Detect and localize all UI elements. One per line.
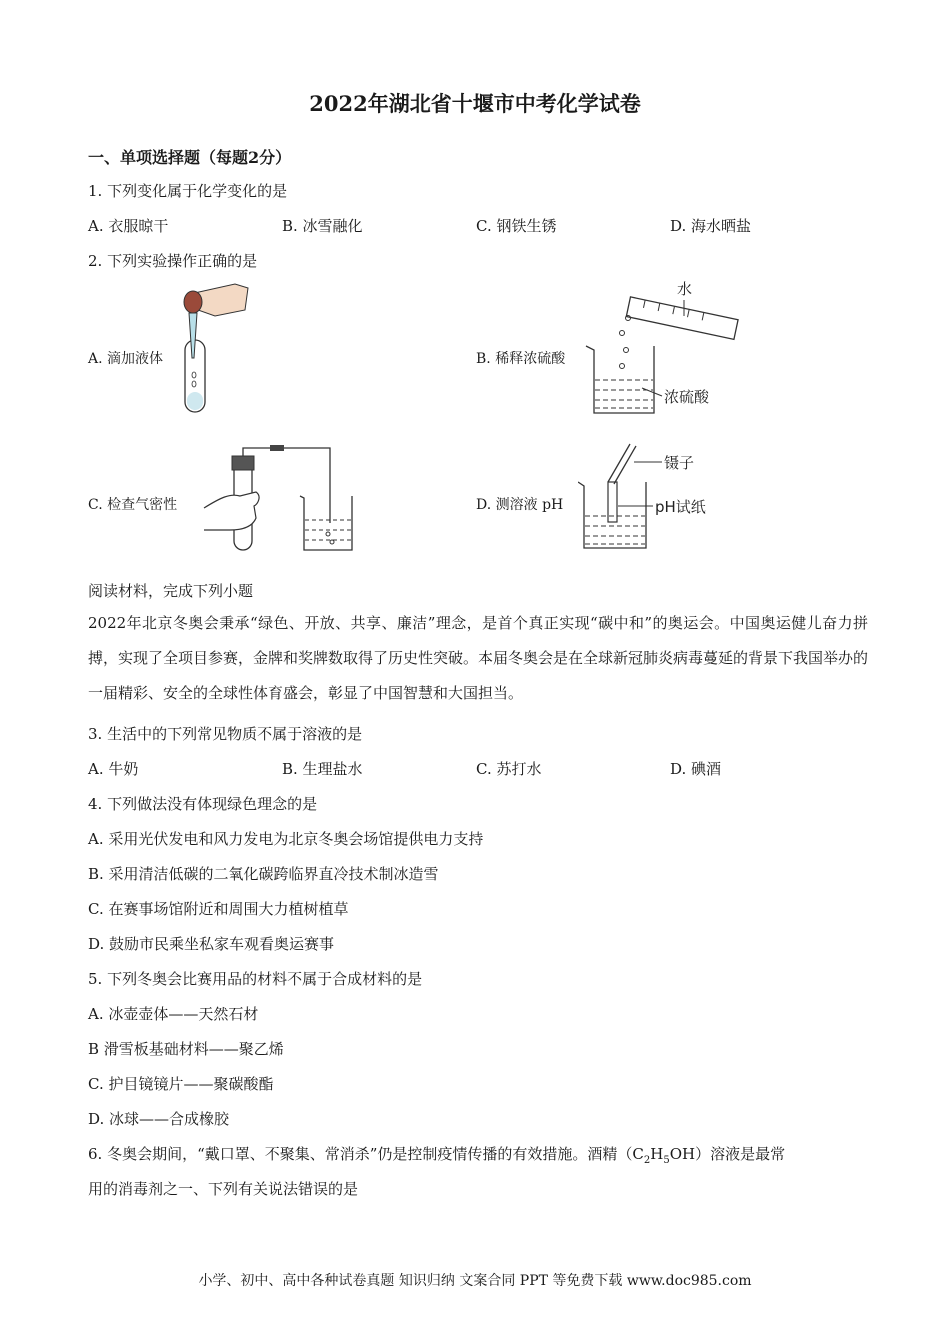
figure-c-airtightness — [200, 438, 360, 556]
label-acid: 浓硫酸 — [664, 388, 710, 406]
q6-stem-part1: 6. 冬奥会期间，“戴口罩、不聚集、常消杀”仍是控制疫情传播的有效措施。酒精（C — [88, 1145, 644, 1163]
label-tweezers: 镊子 — [664, 454, 695, 472]
figure-b-dilution — [582, 278, 752, 418]
question-6-line2: 用的消毒剂之一、下列有关说法错误的是 — [88, 1180, 359, 1198]
q3-option-a: A. 牛奶 — [88, 760, 139, 778]
question-3-stem: 3. 生活中的下列常见物质不属于溶液的是 — [88, 725, 363, 743]
q2-label-b: B. 稀释浓硫酸 — [476, 351, 566, 367]
q1-option-c: C. 钢铁生锈 — [476, 217, 557, 235]
q6-stem-part2: OH）溶液是最常 — [669, 1145, 786, 1163]
page-footer: 小学、初中、高中各种试卷真题 知识归纳 文案合同 PPT 等免费下载 www.doc985.com — [198, 1273, 752, 1289]
q5-option-c: C. 护目镜镜片——聚碳酸酯 — [88, 1075, 274, 1093]
q6-subscript-5: 5 — [663, 1155, 670, 1166]
q3-option-b: B. 生理盐水 — [282, 760, 363, 778]
figure-a-dropper — [170, 280, 250, 420]
label-water: 水 — [677, 280, 693, 298]
question-4-stem: 4. 下列做法没有体现绿色理念的是 — [88, 795, 318, 813]
q2-label-c: C. 检查气密性 — [88, 497, 178, 513]
page-title: 2022年湖北省十堰市中考化学试卷 — [309, 91, 641, 116]
q1-option-d: D. 海水晒盐 — [670, 217, 752, 235]
question-6-stem — [88, 1143, 785, 1166]
q1-option-b: B. 冰雪融化 — [282, 217, 363, 235]
question-5-stem: 5. 下列冬奥会比赛用品的材料不属于合成材料的是 — [88, 970, 423, 988]
q2-label-a: A. 滴加液体 — [88, 351, 164, 367]
q4-option-d: D. 鼓励市民乘坐私家车观看奥运赛事 — [88, 935, 335, 953]
q2-label-d: D. 测溶液 pH — [476, 497, 564, 513]
q1-option-a: A. 衣服晾干 — [88, 217, 169, 235]
figure-d-ph-test — [578, 440, 748, 552]
reading-intro: 阅读材料，完成下列小题 — [88, 582, 254, 600]
q5-option-a: A. 冰壶壶体——天然石材 — [88, 1005, 259, 1023]
q3-option-d: D. 碘酒 — [670, 760, 722, 778]
q4-option-c: C. 在赛事场馆附近和周围大力植树植草 — [88, 900, 349, 918]
reading-passage: 2022年北京冬奥会秉承“绿色、开放、共享、廉洁”理念，是首个真正实现“碳中和”的奥运会。中国奥运健儿奋力拼搏，实现了全项目参赛，金牌和奖牌数取得了历史性突破。本届冬奥会是在全球新冠肺炎病毒蔓延的背景下我国举办的一届精彩、安全的全球性体育盛会，彰显了中国智慧和大国担当。 — [88, 614, 869, 702]
q4-option-b: B. 采用清洁低碳的二氧化碳跨临界直冷技术制冰造雪 — [88, 865, 439, 883]
question-1-stem: 1. 下列变化属于化学变化的是 — [88, 182, 288, 200]
q4-option-a: A. 采用光伏发电和风力发电为北京冬奥会场馆提供电力支持 — [88, 830, 484, 848]
section-heading: 一、单项选择题（每题2分） — [88, 148, 292, 167]
question-2-stem: 2. 下列实验操作正确的是 — [88, 252, 258, 270]
label-ph-paper: pH试纸 — [655, 498, 706, 516]
q6-subscript-2: 2 — [643, 1155, 651, 1166]
q6-stem-h: H — [650, 1145, 664, 1163]
q5-option-d: D. 冰球——合成橡胶 — [88, 1110, 230, 1128]
q5-option-b: B 滑雪板基础材料——聚乙烯 — [88, 1040, 284, 1058]
q3-option-c: C. 苏打水 — [476, 760, 542, 778]
